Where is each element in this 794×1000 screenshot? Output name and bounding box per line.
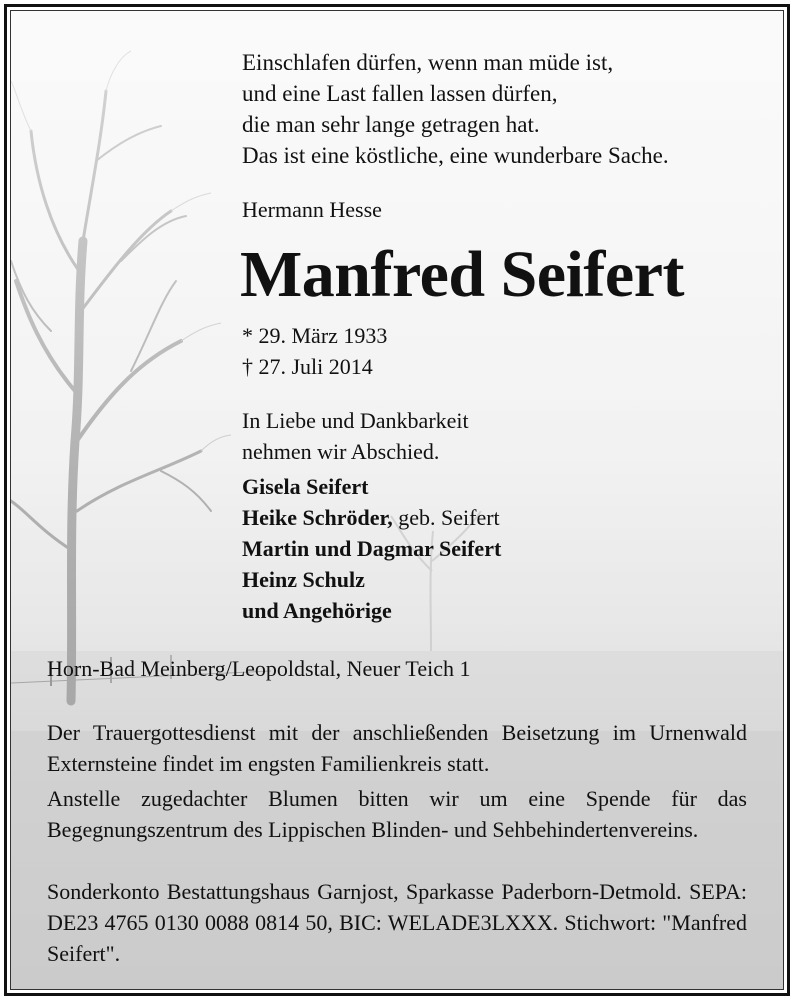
family-address: Horn-Bad Meinberg/Leopoldstal, Neuer Teich 1	[47, 656, 471, 681]
death-date: † 27. Juli 2014	[242, 354, 373, 379]
life-dates	[242, 320, 387, 382]
birth-date: * 29. März 1933	[242, 323, 388, 348]
mourner-suffix: geb. Seifert	[392, 505, 500, 530]
mourner-name: Heinz Schulz	[242, 567, 365, 592]
farewell-line: nehmen wir Abschied.	[242, 439, 440, 464]
obituary-card	[10, 10, 784, 990]
deceased-name: Manfred Seifert	[240, 238, 684, 311]
mourner-item	[242, 595, 501, 626]
mourner-name: Heike Schröder,	[242, 505, 393, 530]
mourner-name: Gisela Seifert	[242, 474, 369, 499]
mourner-item	[242, 564, 501, 595]
funeral-service-note: Der Trauergottesdienst mit der anschließenden Beisetzung im Urnenwald Externsteine findet im engsten Familienkreis statt.	[47, 720, 747, 776]
farewell-text	[242, 405, 469, 467]
poem-quote	[242, 47, 669, 171]
quote-line: Das ist eine köstliche, eine wunderbare Sache.	[242, 143, 669, 168]
farewell-line: In Liebe und Dankbarkeit	[242, 408, 469, 433]
quote-line: die man sehr lange getragen hat.	[242, 112, 540, 137]
quote-author: Hermann Hesse	[242, 197, 382, 222]
mourner-item	[242, 533, 501, 564]
quote-line: und eine Last fallen lassen dürfen,	[242, 81, 558, 106]
mourner-item	[242, 502, 501, 533]
mourners-list	[242, 471, 501, 626]
mourner-item	[242, 471, 501, 502]
bank-account-note: Sonderkonto Bestattungshaus Garnjost, Sparkasse Paderborn-Detmold. SEPA: DE23 4765 0130 0088 0814 50, BIC: WELADE3LXXX. Stichwort: "Manfred Seifert".	[47, 879, 747, 966]
mourner-name: Martin und Dagmar Seifert	[242, 536, 502, 561]
quote-line: Einschlafen dürfen, wenn man müde ist,	[242, 50, 614, 75]
donation-note: Anstelle zugedachter Blumen bitten wir um eine Spende für das Begegnungszentrum des Lippischen Blinden- und Sehbehindertenvereins.	[47, 786, 747, 842]
mourner-name: und Angehörige	[242, 598, 392, 623]
